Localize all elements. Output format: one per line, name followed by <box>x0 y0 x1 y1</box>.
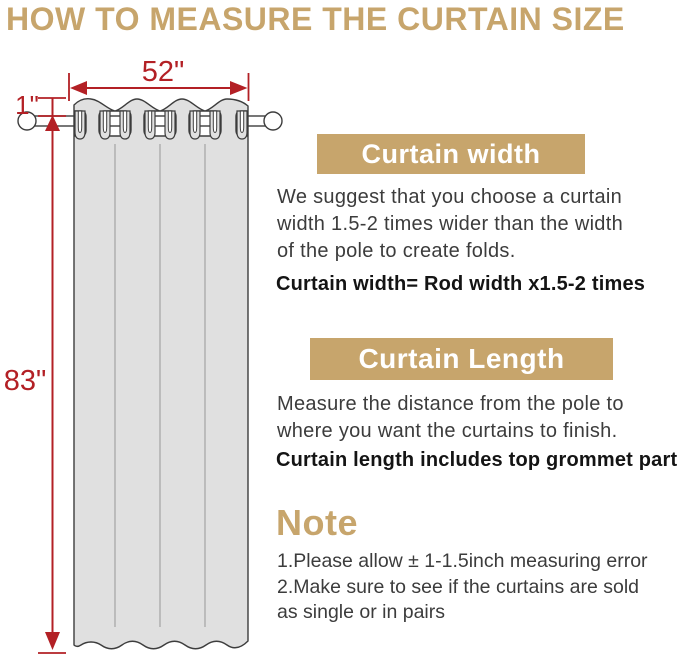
note-item: 2.Make sure to see if the curtains are sold <box>277 575 640 598</box>
curtain-panel <box>74 99 248 649</box>
width-arrowhead-right <box>230 81 248 95</box>
page-title: HOW TO MEASURE THE CURTAIN SIZE <box>6 1 625 37</box>
length-arrowhead-down <box>45 632 60 650</box>
note-item: as single or in pairs <box>277 601 445 623</box>
curtain-measurement-diagram <box>0 0 300 661</box>
width-measurement <box>69 56 249 101</box>
rod-finial-right <box>264 112 282 130</box>
curtain-length-heading <box>310 338 613 380</box>
curtain-width-heading <box>317 134 585 174</box>
width-arrowhead-left <box>70 81 87 95</box>
curtain-length-heading-label: Curtain Length <box>358 343 565 374</box>
note-list <box>277 549 648 626</box>
grommet-height-measurement <box>15 90 66 120</box>
length-measurement <box>4 98 66 653</box>
note-heading: Note <box>276 502 358 543</box>
text-line: width 1.5-2 times wider than the width <box>277 213 624 235</box>
curtain-width-heading-label: Curtain width <box>361 138 541 169</box>
curtain-width-formula: Curtain width= Rod width x1.5-2 times <box>276 273 646 295</box>
curtain-length-description <box>277 391 624 445</box>
curtain-width-description <box>277 184 623 265</box>
text-line: of the pole to create folds. <box>277 240 516 262</box>
text-line: We suggest that you choose a curtain <box>277 186 623 208</box>
length-value-label: 83" <box>3 365 47 397</box>
grommet-value-label: 1" <box>15 90 39 120</box>
width-value-label: 52" <box>141 56 185 88</box>
text-line: Measure the distance from the pole to <box>277 393 624 415</box>
note-item: 1.Please allow ± 1-1.5inch measuring error <box>277 550 648 572</box>
text-line: where you want the curtains to finish. <box>277 420 618 442</box>
curtain-length-formula: Curtain length includes top grommet part <box>276 449 678 471</box>
